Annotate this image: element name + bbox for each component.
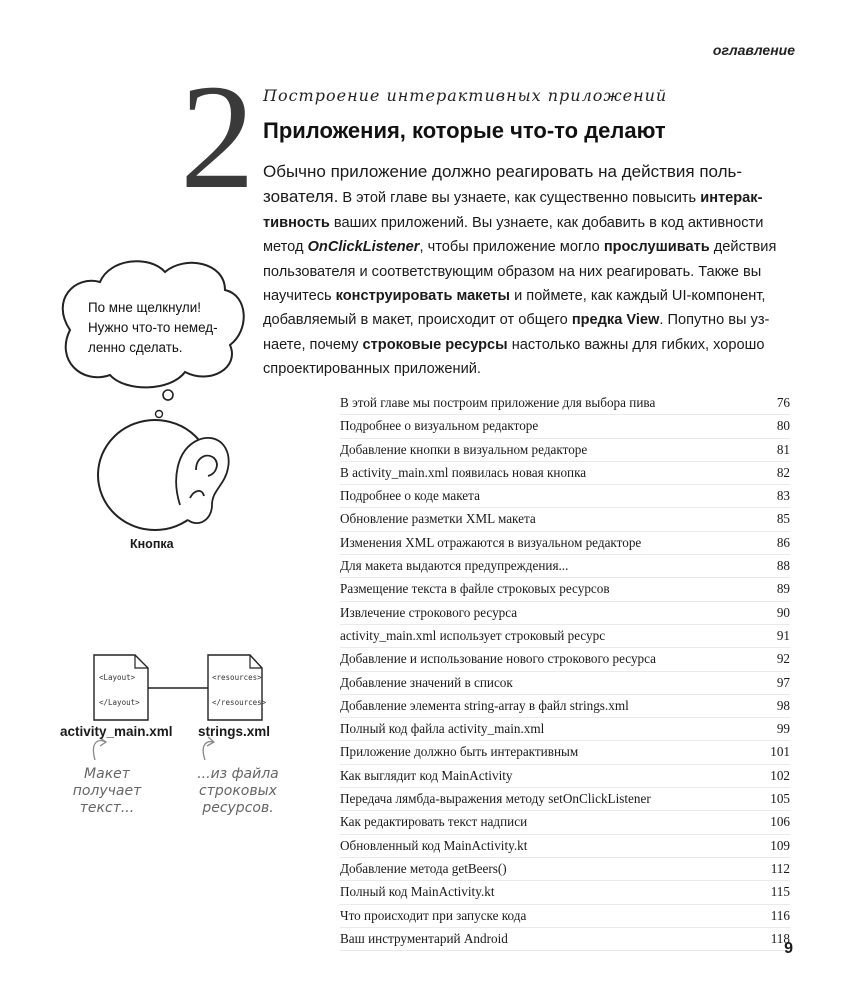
- toc-entry-page: 106: [770, 814, 790, 830]
- toc-entry-page: 83: [776, 488, 790, 504]
- toc-entry-title: Извлечение строкового ресурса: [340, 604, 518, 620]
- toc-entry-title: Добавление кнопки в визуальном редакторе: [340, 441, 588, 457]
- toc-entry-title: В activity_main.xml появилась новая кнопка: [340, 464, 587, 480]
- toc-entry-title: Подробнее о коде макета: [340, 488, 480, 504]
- toc-entry-title: Подробнее о визуальном редакторе: [340, 418, 539, 434]
- layout-file-label: activity_main.xml: [60, 724, 173, 739]
- toc-entry-title: Полный код MainActivity.kt: [340, 884, 495, 900]
- ear-icon: [176, 438, 228, 523]
- toc-entry[interactable]: [340, 462, 790, 485]
- toc-entry[interactable]: [340, 625, 790, 648]
- toc-entry-page: 90: [776, 604, 790, 620]
- toc-entry-page: 112: [770, 860, 790, 876]
- toc-entry[interactable]: [340, 765, 790, 788]
- chapter-number: 2: [180, 54, 255, 220]
- toc-entry-title: Как выглядит код MainActivity: [340, 767, 513, 783]
- toc-entry-title: Полный код файла activity_main.xml: [340, 721, 545, 737]
- strings-file-label: strings.xml: [198, 724, 271, 739]
- layout-tag-open: <Layout>: [99, 673, 136, 682]
- note-right: ...из файла строковых ресурсов.: [197, 766, 279, 816]
- toc-entry-page: 80: [776, 418, 790, 434]
- toc-entry-page: 82: [776, 464, 790, 480]
- toc-entry[interactable]: [340, 905, 790, 928]
- toc-entry-title: Обновленный код MainActivity.kt: [340, 837, 528, 853]
- toc-entry[interactable]: [340, 602, 790, 625]
- toc-entry-title: Передача лямбда-выражения методу setOnClickListener: [340, 791, 651, 807]
- toc-entry[interactable]: [340, 508, 790, 531]
- toc-entry-title: Что происходит при запуске кода: [340, 907, 527, 923]
- toc-entry[interactable]: [340, 928, 790, 951]
- toc-entry[interactable]: [340, 695, 790, 718]
- toc-entry-title: Добавление элемента string-array в файл strings.xml: [340, 697, 629, 713]
- toc-entry-title: Приложение должно быть интерактивным: [340, 744, 579, 760]
- toc-entry-title: В этой главе мы построим приложение для выбора пива: [340, 395, 656, 410]
- toc-entry-title: Для макета выдаются предупреждения...: [340, 558, 569, 574]
- toc-entry[interactable]: [340, 718, 790, 741]
- toc-entry[interactable]: [340, 835, 790, 858]
- toc-entry-page: 118: [770, 930, 790, 946]
- toc-entry[interactable]: [340, 811, 790, 834]
- toc-entry[interactable]: [340, 741, 790, 764]
- toc-entry-page: 115: [770, 884, 790, 900]
- toc-entry-title: Размещение текста в файле строковых ресурсов: [340, 581, 610, 597]
- intro-paragraph: Обычно приложение должно реагировать на действия поль- зователя. В этой главе вы узнаете, как существенно повысить интерак-тивность ваших приложений. Вы узнаете, как добавить в код активности метод OnClickListener, чтобы приложение могло прослушивать действия пользователя и соответствующим образом на них реагировать. Также вы научитесь конструировать макеты и поймете, как каждый UI-компонент, добавляемый в макет, происходит от общего предка View. Попутно вы уз-наете, почему строковые ресурсы настолько важны для гибких, хорошо спроектированных приложений.: [263, 162, 777, 378]
- toc-entry-title: Изменения XML отражаются в визуальном редакторе: [340, 534, 642, 550]
- toc-entry-page: 105: [770, 791, 790, 807]
- toc-entry[interactable]: [340, 415, 790, 438]
- toc-entry-page: 76: [776, 395, 790, 410]
- toc-entry-title: Добавление метода getBeers(): [340, 860, 507, 876]
- toc-entry-page: 86: [776, 534, 790, 550]
- toc-entry-title: Добавление значений в список: [340, 674, 513, 690]
- toc-entry-page: 85: [776, 511, 790, 527]
- toc-entry-page: 101: [770, 744, 790, 760]
- toc-entry-page: 89: [776, 581, 790, 597]
- toc-entry[interactable]: [340, 532, 790, 555]
- toc-entry[interactable]: [340, 555, 790, 578]
- toc-entry-title: Ваш инструментарий Android: [340, 930, 508, 946]
- toc-entry[interactable]: [340, 858, 790, 881]
- toc-entry[interactable]: [340, 392, 790, 415]
- toc-entry-page: 88: [776, 558, 790, 574]
- toc-entry[interactable]: [340, 439, 790, 462]
- toc-entry-page: 98: [776, 697, 790, 713]
- toc-entry[interactable]: [340, 672, 790, 695]
- toc-entry-title: Обновление разметки XML макета: [340, 511, 536, 527]
- page-number: 9: [784, 940, 793, 957]
- toc-entry-title: Как редактировать текст надписи: [340, 814, 528, 830]
- toc-entry-title: Добавление и использование нового строкового ресурса: [340, 651, 656, 667]
- strings-file-icon: [208, 655, 262, 720]
- toc-entry-page: 92: [776, 651, 790, 667]
- toc-entry[interactable]: [340, 788, 790, 811]
- layout-file-icon: [94, 655, 148, 720]
- toc-entry-page: 109: [770, 837, 790, 853]
- toc-entry-page: 102: [770, 767, 790, 783]
- toc-entry[interactable]: [340, 648, 790, 671]
- note-left: Макет получает текст...: [72, 766, 142, 816]
- toc-entry-page: 81: [776, 441, 790, 457]
- toc-entry[interactable]: [340, 485, 790, 508]
- resources-tag-close: </resources>: [212, 698, 267, 707]
- toc-entry-page: 97: [776, 674, 790, 690]
- running-head: оглавление: [712, 42, 795, 58]
- chapter-title: Приложения, которые что-то делают: [263, 118, 666, 143]
- toc-entry-page: 99: [776, 721, 790, 737]
- layout-tag-close: </Layout>: [99, 698, 140, 707]
- toc-entry[interactable]: [340, 881, 790, 904]
- toc-entry-page: 91: [776, 627, 790, 643]
- toc-entry[interactable]: [340, 578, 790, 601]
- button-label: Кнопка: [130, 537, 174, 551]
- resources-tag-open: <resources>: [212, 673, 262, 682]
- toc-entry-page: 116: [770, 907, 790, 923]
- thought-bubble-text: По мне щелкнули! Нужно что-то немед- ленно сделать.: [88, 300, 218, 355]
- table-of-contents: [340, 392, 790, 951]
- toc-entry-title: activity_main.xml использует строковый ресурс: [340, 627, 606, 643]
- part-title: Построение интерактивных приложений: [263, 86, 668, 105]
